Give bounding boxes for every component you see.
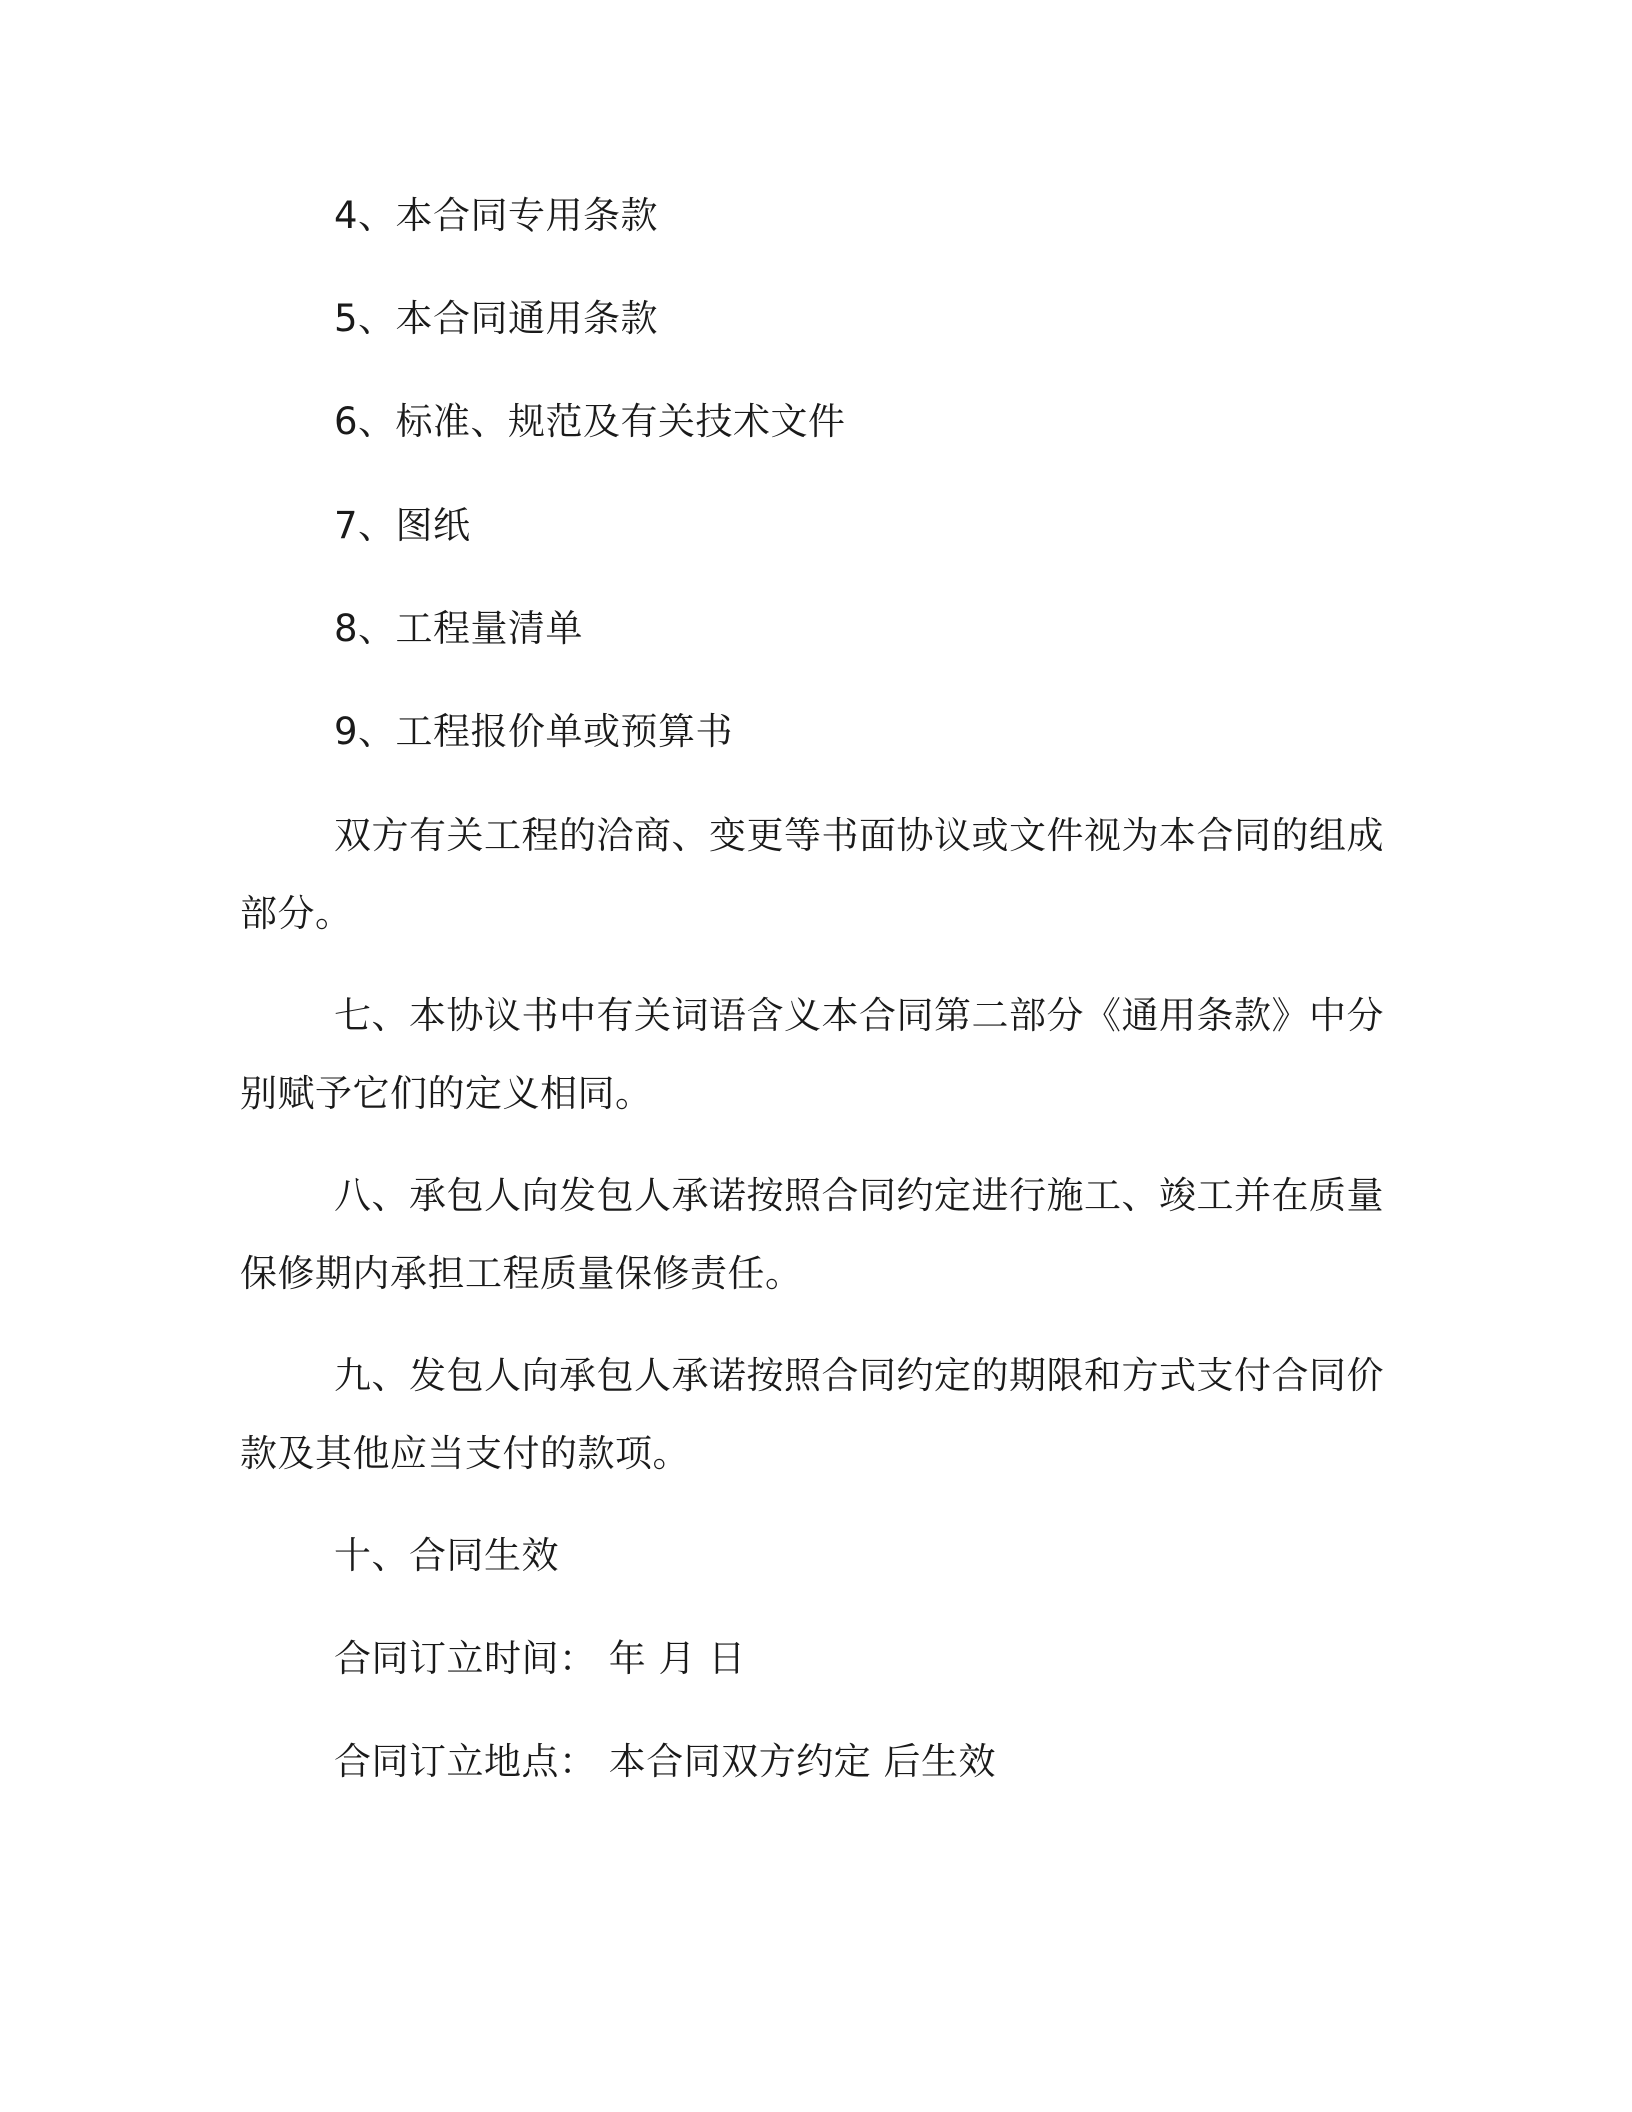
clause-9-line-1: 九、发包人向承包人承诺按照合同约定的期限和方式支付合同价 xyxy=(334,1354,1384,1397)
list-item-7: 7、图纸 xyxy=(334,504,471,547)
sign-place-line: 合同订立地点： 本合同双方约定 后生效 xyxy=(334,1740,997,1783)
negotiation-paragraph-line-2: 部分。 xyxy=(240,892,353,935)
clause-7-line-1: 七、本协议书中有关词语含义本合同第二部分《通用条款》中分 xyxy=(334,994,1384,1037)
list-item-4: 4、本合同专用条款 xyxy=(334,194,659,237)
clause-8-line-2: 保修期内承担工程质量保修责任。 xyxy=(240,1252,803,1295)
list-item-9: 9、工程报价单或预算书 xyxy=(334,710,734,753)
clause-7-line-2: 别赋予它们的定义相同。 xyxy=(240,1072,653,1115)
clause-8-line-1: 八、承包人向发包人承诺按照合同约定进行施工、竣工并在质量 xyxy=(334,1174,1384,1217)
list-item-6: 6、标准、规范及有关技术文件 xyxy=(334,400,846,443)
clause-9-line-2: 款及其他应当支付的款项。 xyxy=(240,1432,690,1475)
negotiation-paragraph-line-1: 双方有关工程的洽商、变更等书面协议或文件视为本合同的组成 xyxy=(334,814,1384,857)
clause-10-title: 十、合同生效 xyxy=(334,1534,559,1577)
list-item-8: 8、工程量清单 xyxy=(334,607,584,650)
sign-time-line: 合同订立时间： 年 月 日 xyxy=(334,1637,746,1680)
list-item-5: 5、本合同通用条款 xyxy=(334,297,659,340)
